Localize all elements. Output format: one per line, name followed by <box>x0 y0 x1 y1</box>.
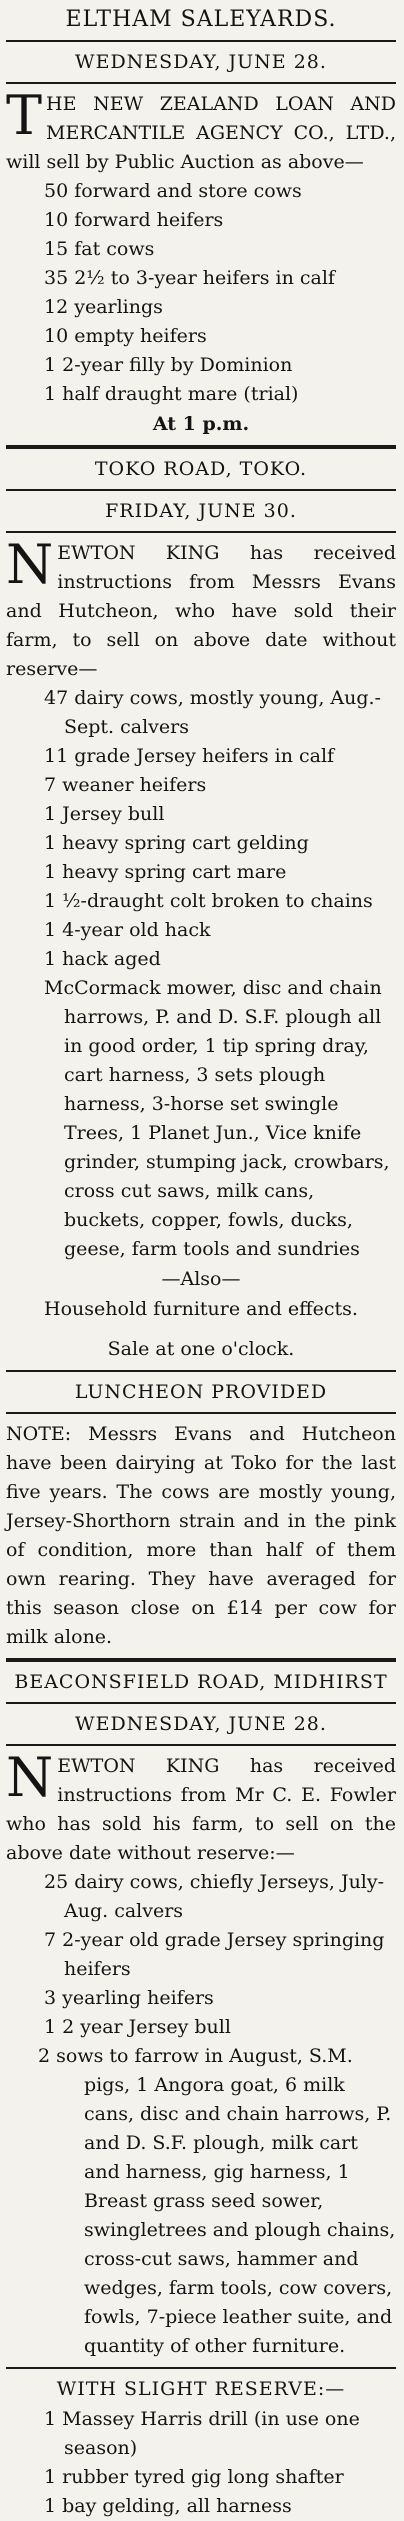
sale3-dropcap: N <box>6 1746 54 1809</box>
sale3-sows: 2 sows to farrow in August, S.M. pigs, 1 Angora goat, 6 milk cans, disc and chain harrows, P. and D. S.F. plough, milk cart and harness, gig harness, 1 Breast grass seed sower, swingletrees and plough chains, cross-cut saws, hammer and wedges, farm tools, cow covers, fowls, 7-piece leather suite, and quantity of other furniture. <box>38 2045 396 2357</box>
sale2-implements: McCormack mower, disc and chain harrows, P. and D. S.F. plough all in good order, 1 tip spring dray, cart harness, 3 sets plough harness, 3-horse set swingle Trees, 1 Planet Jun., Vice knife grinder, stumping jack, crowbars, cross cut saws, milk cans, buckets, copper, fowls, ducks, geese, farm tools and sundries <box>44 977 390 1260</box>
divider <box>6 82 396 84</box>
list-item: 1 heavy spring cart mare <box>44 861 287 883</box>
sale2-list <box>6 684 396 974</box>
list-item: 3 yearling heifers <box>44 1987 214 2009</box>
list-item: 50 forward and store cows <box>44 180 302 202</box>
list-item: 12 yearlings <box>44 296 163 318</box>
list-item: 7 weaner heifers <box>44 774 207 796</box>
list-item: 1 bay gelding, all harness <box>44 2495 292 2517</box>
sale2-also: —Also— <box>161 1268 241 1290</box>
sale2-dropcap: N <box>6 533 54 596</box>
divider <box>6 1658 396 1662</box>
sale3-reserve-heading: WITH SLIGHT RESERVE:— <box>56 2378 346 2400</box>
list-item: 10 empty heifers <box>44 325 207 347</box>
divider <box>6 1412 396 1414</box>
sale3-intro <box>6 1746 396 1868</box>
sale1-dropcap: T <box>6 84 43 147</box>
sale2-time: Sale at one o'clock. <box>107 1338 295 1360</box>
sale1-intro-text: HE NEW ZEALAND LOAN AND MERCANTILE AGENCY CO., LTD., will sell by Public Auction as above— <box>6 93 396 173</box>
list-item: 1 rubber tyred gig long shafter <box>44 2466 344 2488</box>
list-item: 1 half draught mare (trial) <box>44 383 299 405</box>
list-item: 1 heavy spring cart gelding <box>44 832 309 854</box>
divider <box>6 445 396 449</box>
list-item: 35 2½ to 3-year heifers in calf <box>44 267 335 289</box>
divider <box>6 40 396 42</box>
list-item: 11 grade Jersey heifers in calf <box>44 745 335 767</box>
sale2-intro-text: EWTON KING has received instructions from Messrs Evans and Hutcheon, who have sold their farm, to sell on above date without reserve— <box>6 542 396 680</box>
sale2-intro <box>6 533 396 684</box>
list-item: 1 Jersey bull <box>44 803 165 825</box>
sale1-list <box>6 177 396 409</box>
sale1-date: WEDNESDAY, JUNE 28. <box>75 51 327 73</box>
divider <box>6 531 396 533</box>
sale3-reserve-list <box>6 2405 396 2521</box>
list-item: 1 ½-draught colt broken to chains <box>44 890 373 912</box>
list-item: 1 4-year old hack <box>44 919 211 941</box>
divider <box>6 1702 396 1704</box>
sale3-intro-text: EWTON KING has received instructions from Mr C. E. Fowler who has sold his farm, to sell on the above date without reserve:— <box>6 1755 396 1864</box>
list-item: 10 forward heifers <box>44 209 224 231</box>
divider <box>6 489 396 491</box>
list-item: 1 2 year Jersey bull <box>44 2016 231 2038</box>
list-item: 47 dairy cows, mostly young, Aug.-Sept. calvers <box>44 687 381 738</box>
sale2-note: NOTE: Messrs Evans and Hutcheon have been dairying at Toko for the last five years. The cows are mostly young, Jersey-Shorthorn strain and in the pink of condition, more than half of them own rearing. They have averaged for this season close on £14 per cow for milk alone. <box>6 1423 396 1648</box>
sale3-list <box>6 1868 396 2042</box>
list-item: 7 2-year old grade Jersey springing heifers <box>44 1929 385 1980</box>
sale2-date: FRIDAY, JUNE 30. <box>105 500 297 522</box>
list-item: 25 dairy cows, chiefly Jerseys, July-Aug. calvers <box>44 1871 385 1922</box>
sale3-date: WEDNESDAY, JUNE 28. <box>75 1713 327 1735</box>
page-title: ELTHAM SALEYARDS. <box>65 7 337 32</box>
divider <box>6 1370 396 1372</box>
sale1-intro <box>6 84 396 177</box>
sale3-location: BEACONSFIELD ROAD, MIDHIRST <box>14 1671 388 1693</box>
list-item: 1 2-year filly by Dominion <box>44 354 293 376</box>
list-item: 1 hack aged <box>44 948 161 970</box>
sale2-location: TOKO ROAD, TOKO. <box>94 458 308 480</box>
list-item: 15 fat cows <box>44 238 155 260</box>
sale2-luncheon: LUNCHEON PROVIDED <box>74 1381 328 1403</box>
sale2-household: Household furniture and effects. <box>44 1298 358 1320</box>
list-item: 1 Massey Harris drill (in use one season) <box>44 2408 360 2459</box>
sale1-time: At 1 p.m. <box>152 413 250 435</box>
divider <box>6 2367 396 2369</box>
divider <box>6 1744 396 1746</box>
